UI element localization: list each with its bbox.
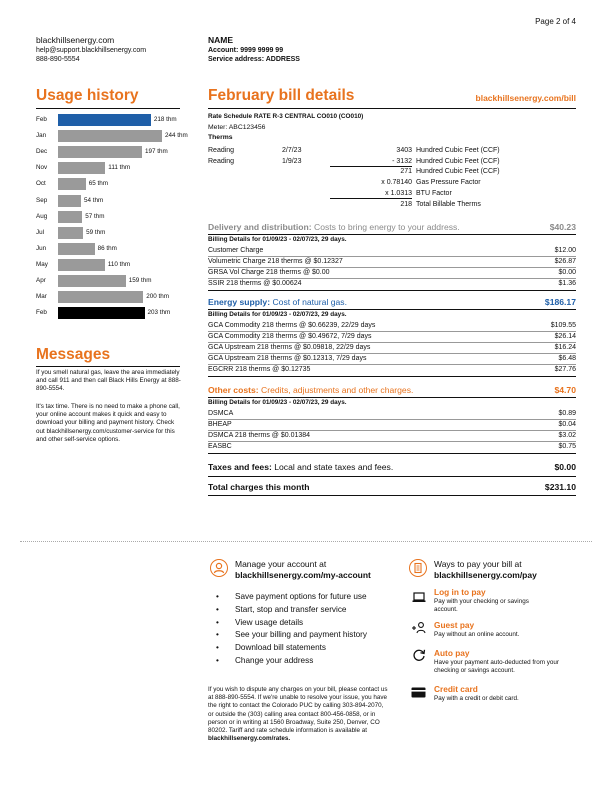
usage-bar — [58, 291, 143, 303]
other-line-item: BHEAP — [208, 421, 232, 428]
usage-month-label: Jan — [36, 132, 47, 140]
bill-divider — [208, 108, 576, 109]
delivery-heading: Delivery and distribution: — [208, 222, 312, 232]
usage-bar — [58, 130, 162, 142]
taxes-heading-row — [208, 462, 393, 472]
pay-option-desc-0: Pay with your checking or savings account. — [434, 598, 529, 614]
other-description: Credits, adjustments and other charges. — [261, 385, 414, 395]
section-divider — [208, 353, 576, 354]
section-divider — [208, 476, 576, 477]
other-line-item: DSMCA — [208, 410, 234, 417]
pay-url[interactable]: blackhillsenergy.com/pay — [434, 570, 537, 580]
usage-bar — [58, 162, 105, 174]
usage-bar — [58, 275, 126, 287]
supply-line-item: GCA Upstream 218 therms @ $0.09818, 22/29 days — [208, 344, 371, 351]
delivery-billing-period: Billing Details for 01/09/23 - 02/07/23, 29 days. — [208, 236, 347, 243]
delivery-line-item: SSIR 218 therms @ $0.00624 — [208, 280, 302, 287]
other-line-item: DSMCA 218 therms @ $0.01384 — [208, 432, 311, 439]
supply-line-item: GCA Commodity 218 therms @ $0.66239, 22/29 days — [208, 322, 376, 329]
service-address: Service address: ADDRESS — [208, 56, 300, 63]
usage-history-title: Usage history — [36, 87, 139, 104]
usage-bar-value: 218 thm — [153, 116, 177, 123]
messages-title: Messages — [36, 346, 111, 363]
usage-bar — [58, 307, 145, 319]
usage-bar-value: 200 thm — [146, 293, 169, 301]
manage-url[interactable]: blackhillsenergy.com/my-account — [235, 570, 371, 580]
meter-number: Meter: ABC123456 — [208, 124, 266, 131]
section-divider — [208, 267, 576, 268]
usage-bar-value: 54 thm — [84, 196, 104, 204]
company-site[interactable]: blackhillsenergy.com — [36, 35, 115, 45]
section-divider — [208, 342, 576, 343]
other-line-amount: $0.75 — [558, 443, 576, 450]
reading-unit: Hundred Cubic Feet (CCF) — [416, 168, 500, 176]
taxes-total: $0.00 — [554, 462, 576, 472]
other-line-amount: $3.02 — [558, 432, 576, 439]
pay-title: Ways to pay your bill at — [434, 559, 522, 569]
other-line-amount: $0.89 — [558, 410, 576, 417]
pay-option-title-1[interactable]: Guest pay — [434, 620, 475, 630]
other-section-heading — [208, 385, 413, 395]
usage-bar-value: 86 thm — [97, 244, 117, 252]
laptop-icon — [412, 590, 426, 608]
pay-option-desc-1: Pay without an online account. — [434, 631, 520, 638]
reading-unit: Total Billable Therms — [416, 200, 481, 208]
total-charges-label: Total charges this month — [208, 482, 310, 492]
messages-divider — [36, 366, 180, 367]
usage-bar-value: 65 thm — [88, 180, 108, 188]
usage-bar-value: 197 thm — [144, 148, 168, 156]
supply-line-amount: $16.24 — [554, 344, 576, 351]
message-tax-time: It's tax time. There is no need to make a phone call, your online account makes it quick and easy to download your billing and payment history. Check out blackhillsenergy.com/customer-service for this and other self-service options. — [36, 403, 180, 443]
reading-label: Reading — [208, 157, 235, 165]
supply-line-amount: $109.55 — [550, 322, 576, 329]
supply-line-item: GCA Upstream 218 therms @ $0.12313, 7/29 days — [208, 355, 367, 362]
manage-list — [208, 591, 388, 668]
user-icon — [210, 559, 228, 577]
delivery-description: Costs to bring energy to your address. — [314, 222, 460, 232]
usage-month-label: May — [36, 260, 48, 268]
other-total: $4.70 — [554, 385, 576, 395]
supply-billing-period: Billing Details for 01/09/23 - 02/07/23, 29 days. — [208, 311, 347, 318]
bill-doc-icon — [409, 559, 427, 577]
total-charges-amount: $231.10 — [544, 482, 576, 492]
delivery-line-item: GRSA Vol Charge 218 therms @ $0.00 — [208, 269, 330, 276]
manage-title: Manage your account at — [235, 559, 327, 569]
reading-value: x 0.78140 — [381, 179, 412, 187]
pay-option-title-2[interactable]: Auto pay — [434, 648, 470, 658]
delivery-line-item: Customer Charge — [208, 247, 264, 254]
delivery-line-amount: $1.36 — [558, 280, 576, 287]
usage-month-label: Feb — [36, 309, 47, 317]
bill-details-title: February bill details — [208, 87, 355, 104]
section-divider — [208, 364, 576, 365]
delivery-line-amount: $0.00 — [558, 269, 576, 276]
refresh-icon — [412, 648, 426, 667]
supply-line-amount: $27.76 — [554, 366, 576, 373]
company-info — [36, 35, 146, 65]
reading-value: 271 — [400, 168, 412, 176]
taxes-description: Local and state taxes and fees. — [274, 462, 394, 472]
supply-line-item: EGCRR 218 therms @ $0.12735 — [208, 366, 311, 373]
section-divider — [208, 430, 576, 431]
reading-value: x 1.0313 — [330, 189, 412, 199]
reading-unit: Hundred Cubic Feet (CCF) — [416, 157, 500, 165]
manage-list-item: • Change your address — [208, 655, 388, 668]
usage-month-label: Mar — [36, 293, 47, 301]
dispute-text — [208, 686, 390, 743]
taxes-heading: Taxes and fees: — [208, 462, 272, 472]
bill-link[interactable]: blackhillsenergy.com/bill — [475, 93, 576, 103]
usage-bar — [58, 146, 142, 158]
usage-month-label: Aug — [36, 212, 48, 220]
other-line-amount: $0.04 — [558, 421, 576, 428]
usage-bar-value: 203 thm — [147, 309, 171, 317]
section-divider — [208, 309, 576, 310]
pay-option-desc-3: Pay with a credit or debit card. — [434, 695, 519, 702]
reading-unit: Gas Pressure Factor — [416, 179, 481, 187]
section-divider — [208, 441, 576, 442]
section-divider — [208, 256, 576, 257]
supply-line-amount: $26.14 — [554, 333, 576, 340]
usage-bar — [58, 114, 151, 126]
supply-heading: Energy supply: — [208, 297, 271, 307]
pay-option-desc-2: Have your payment auto-deducted from your checking or savings account. — [434, 659, 559, 675]
supply-line-item: GCA Commodity 218 therms @ $0.49672, 7/29 days — [208, 333, 372, 340]
account-name: NAME — [208, 35, 234, 45]
rates-link[interactable]: blackhillsenergy.com/rates. — [208, 735, 291, 743]
delivery-total: $40.23 — [549, 222, 576, 232]
message-gas-leak: If you smell natural gas, leave the area immediately and call 911 and then call Black Hills Energy at 888-890-5554. — [36, 369, 181, 393]
usage-month-label: Jul — [36, 228, 45, 236]
usage-bar-value: 110 thm — [107, 260, 131, 268]
manage-list-item: • See your billing and payment history — [208, 629, 388, 642]
page-number: Page 2 of 4 — [535, 17, 576, 26]
usage-bar — [58, 195, 81, 207]
usage-month-label: Apr — [36, 277, 46, 284]
delivery-section-heading — [208, 222, 460, 232]
dotted-separator — [20, 541, 592, 542]
usage-month-label: Oct — [36, 180, 46, 188]
usage-bar — [58, 178, 86, 190]
delivery-line-amount: $26.87 — [554, 258, 576, 265]
account-info — [208, 35, 300, 65]
usage-divider — [36, 108, 180, 109]
company-phone: 888-890-5554 — [36, 56, 80, 63]
other-billing-period: Billing Details for 01/09/23 - 02/07/23, 29 days. — [208, 399, 347, 406]
pay-option-title-0[interactable]: Log in to pay — [434, 587, 486, 597]
usage-bar-value: 57 thm — [85, 212, 105, 220]
usage-bar — [58, 243, 95, 255]
supply-line-amount: $6.48 — [558, 355, 576, 362]
section-divider — [208, 495, 576, 496]
usage-bar-value: 59 thm — [86, 228, 106, 236]
usage-bar — [58, 211, 82, 223]
usage-month-label: Nov — [36, 164, 48, 172]
section-divider — [208, 376, 576, 377]
credit-card-icon — [411, 685, 426, 703]
usage-month-label: Sep — [36, 196, 48, 204]
reading-unit: Hundred Cubic Feet (CCF) — [416, 147, 500, 154]
reading-value: 3403 — [396, 147, 412, 154]
usage-bar — [58, 227, 83, 239]
supply-description: Cost of natural gas. — [272, 297, 347, 307]
manage-list-item: • View usage details — [208, 617, 388, 630]
usage-month-label: Dec — [36, 148, 48, 156]
reading-date: 2/7/23 — [282, 147, 302, 154]
other-heading: Other costs: — [208, 385, 259, 395]
section-divider — [208, 419, 576, 420]
manage-list-item: • Save payment options for future use — [208, 591, 388, 604]
section-divider — [208, 234, 576, 235]
pay-option-title-3[interactable]: Credit card — [434, 684, 478, 694]
usage-bar — [58, 259, 105, 271]
reading-unit: BTU Factor — [416, 189, 452, 197]
manage-list-item: • Download bill statements — [208, 642, 388, 655]
supply-total: $186.17 — [544, 297, 576, 307]
usage-month-label: Jun — [36, 244, 47, 252]
section-divider — [208, 278, 576, 279]
delivery-line-amount: $12.00 — [554, 247, 576, 254]
section-divider — [208, 453, 576, 454]
reading-value: 218 — [400, 200, 412, 208]
usage-bar-value: 111 thm — [108, 164, 131, 172]
guest-user-icon — [411, 621, 427, 639]
section-divider — [208, 331, 576, 332]
therms-label: Therms — [208, 134, 233, 141]
usage-bar-value: 159 thm — [128, 277, 152, 284]
section-divider — [208, 290, 576, 291]
reading-date: 1/9/23 — [282, 157, 302, 165]
reading-value: - 3132 — [330, 157, 412, 167]
account-number: Account: 9999 9999 99 — [208, 46, 284, 54]
company-email[interactable]: help@support.blackhillsenergy.com — [36, 46, 147, 54]
supply-section-heading — [208, 297, 347, 307]
section-divider — [208, 397, 576, 398]
manage-list-item: • Start, stop and transfer service — [208, 604, 388, 617]
usage-month-label: Feb — [36, 116, 47, 123]
rate-schedule: Rate Schedule RATE R-3 CENTRAL CO010 (CO010) — [208, 113, 364, 120]
other-line-item: EASBC — [208, 443, 232, 450]
usage-bar-value: 244 thm — [165, 132, 188, 140]
reading-label: Reading — [208, 147, 235, 154]
dispute-body: If you wish to dispute any charges on your bill, please contact us at 888-890-5554. If we're unable to resolve your issue, you have the right to contact the Colorado PUC by calling 303-894-2070, or outside the (303) calling area contact 800-456-0858, or in person or in writing at 1560 Broadway, Suite 250, Denver, CO 80202. Tariff and rate schedule information is available at — [208, 686, 388, 735]
delivery-line-item: Volumetric Charge 218 therms @ $0.12327 — [208, 258, 343, 265]
